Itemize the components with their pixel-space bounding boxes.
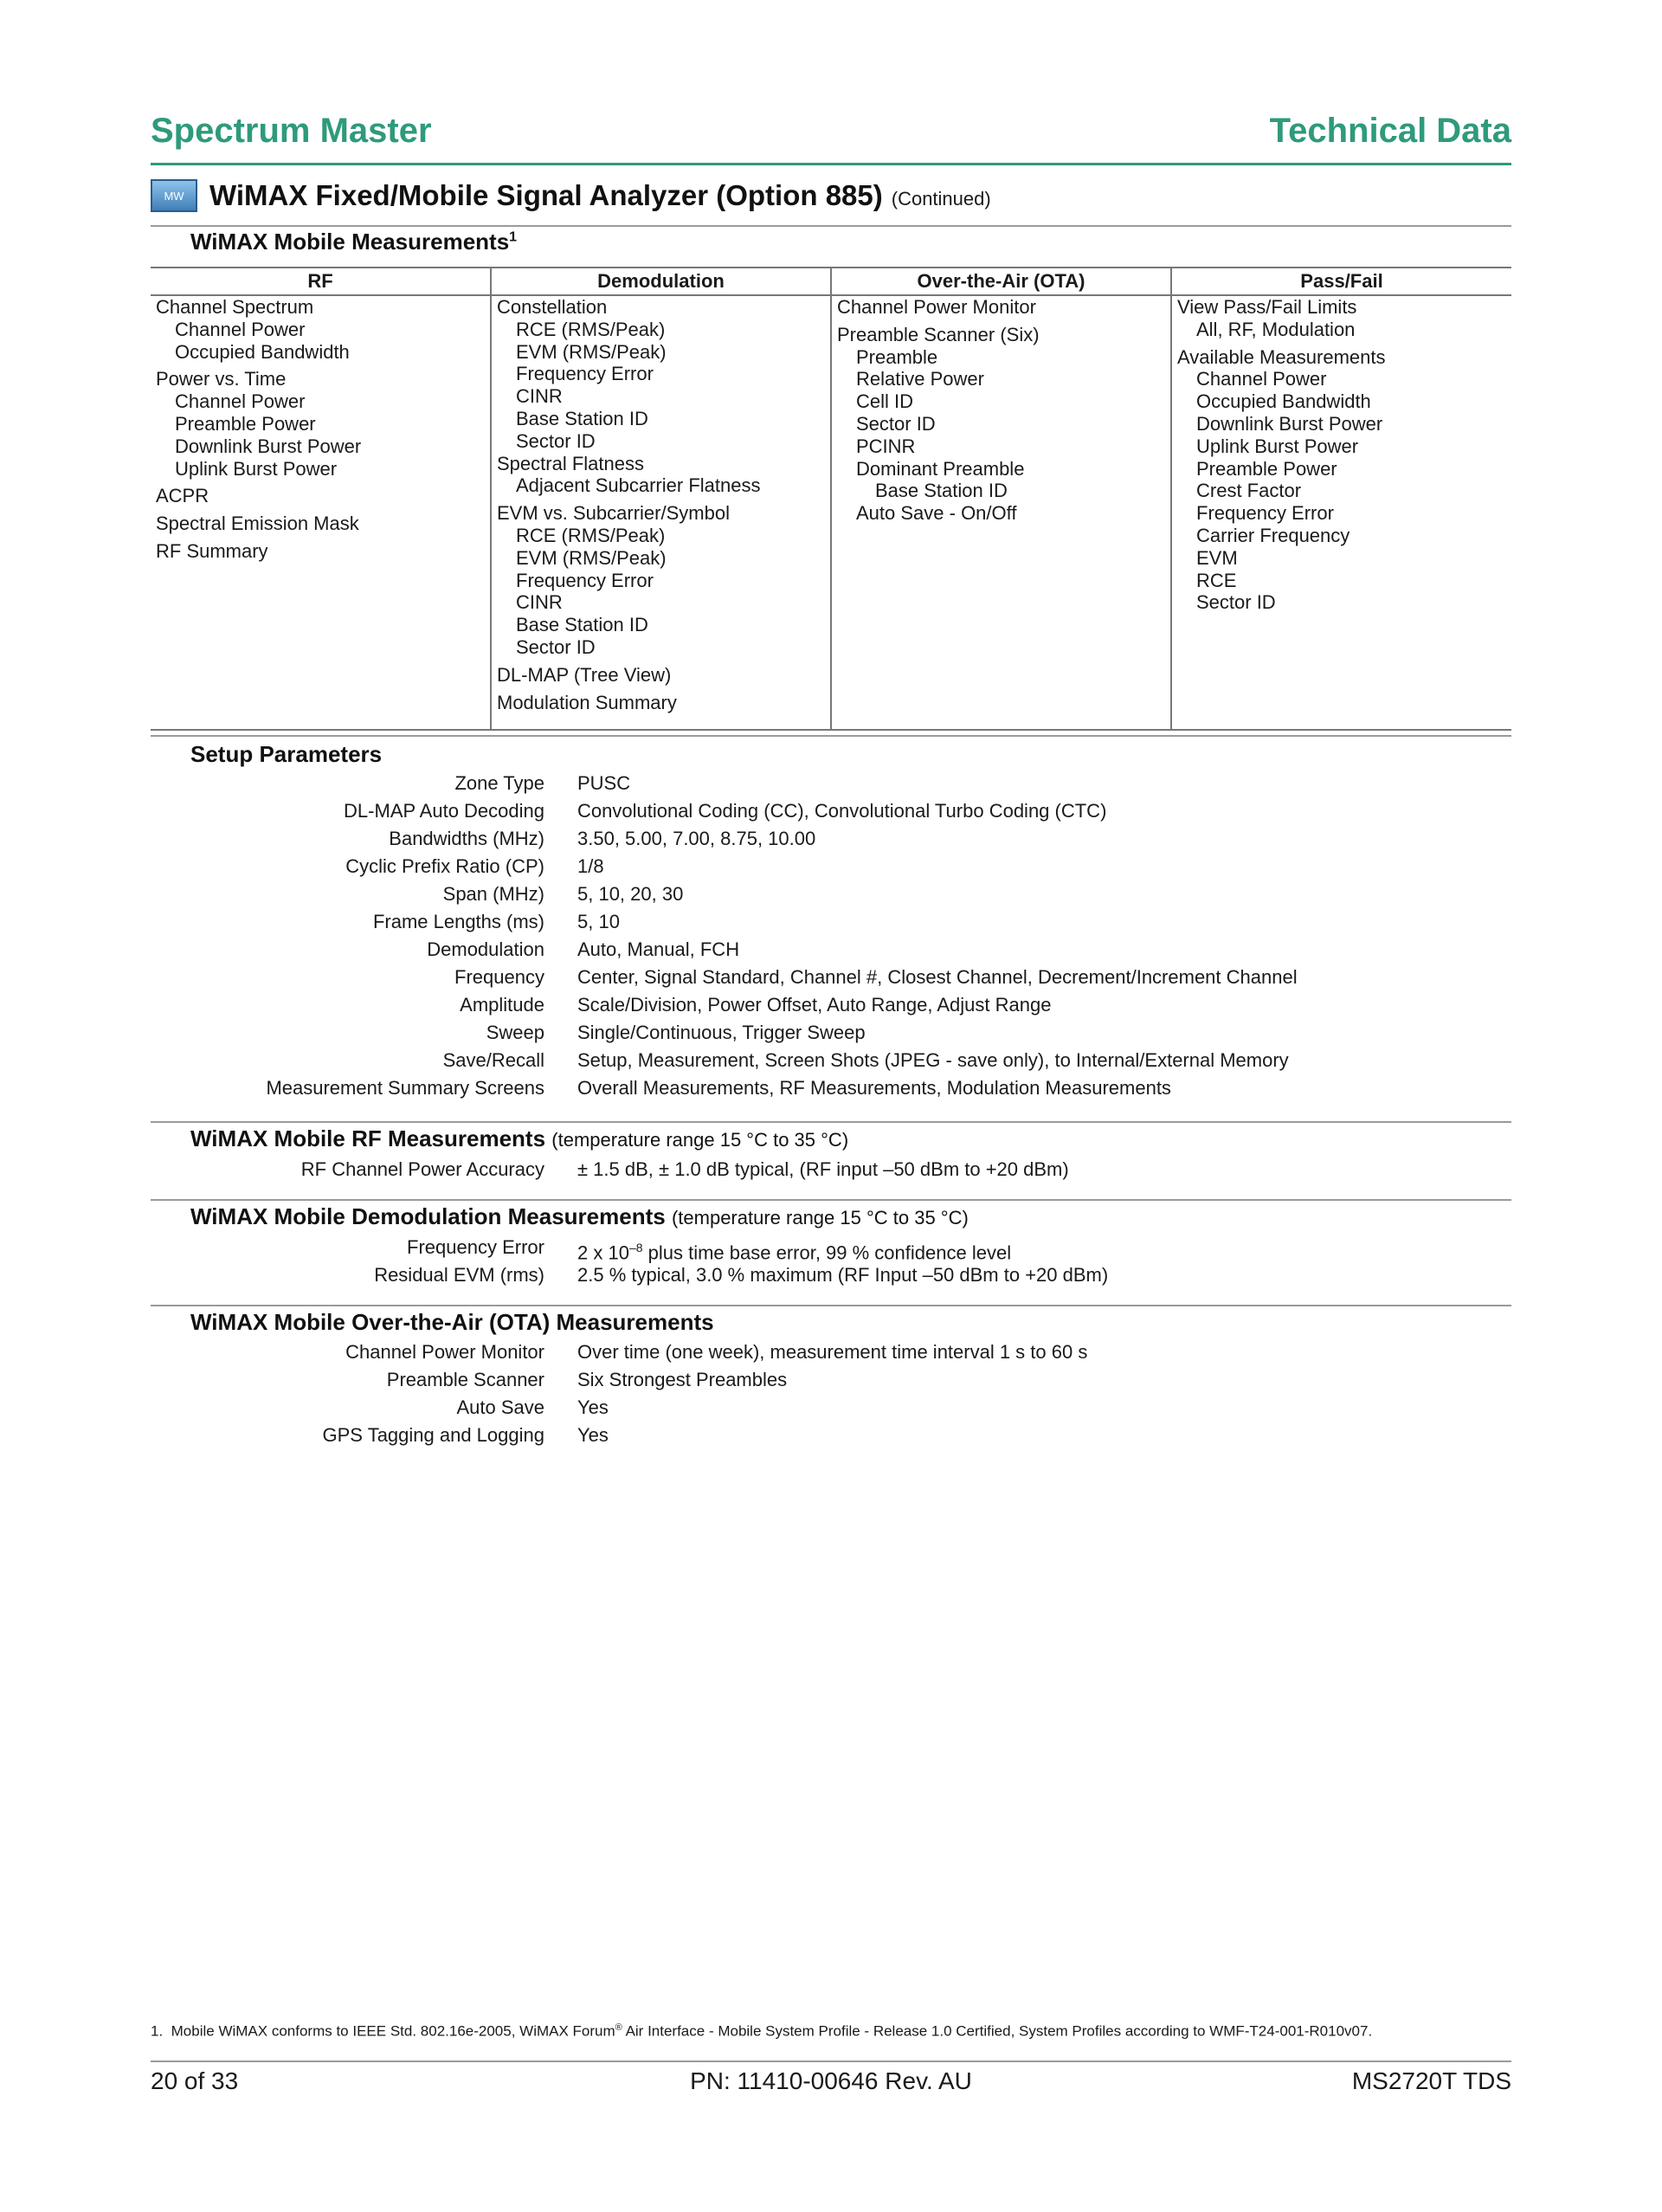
list-item: Dominant Preamble: [856, 457, 1025, 480]
footnote-text-rest: Air Interface - Mobile System Profile - Release 1.0 Certified, System Profiles according to WMF-T24-001-R010v07.: [622, 2022, 1373, 2040]
list-item: Relative Power: [856, 368, 984, 390]
list-item: Occupied Bandwidth: [1196, 390, 1371, 413]
param-row: [151, 880, 1511, 908]
param-label: Bandwidths (MHz): [389, 828, 544, 849]
demodulation-measurements-title: WiMAX Mobile Demodulation Measurements: [190, 1203, 666, 1229]
demodulation-measurements-note: (temperature range 15 °C to 35 °C): [671, 1207, 969, 1229]
divider: [151, 735, 1511, 737]
list-item: Base Station ID: [516, 614, 648, 636]
footnote: [151, 2022, 1372, 2041]
param-row: [151, 1156, 1511, 1183]
footnote-text: Mobile WiMAX conforms to IEEE Std. 802.16e-2005, WiMAX Forum: [171, 2022, 615, 2040]
param-value: Auto, Manual, FCH: [577, 938, 740, 960]
divider: [151, 1305, 1511, 1306]
list-item: Channel Power: [175, 318, 306, 340]
list-item: DL-MAP (Tree View): [497, 663, 672, 686]
list-item: Auto Save - On/Off: [856, 502, 1017, 525]
list-item: Constellation: [497, 296, 608, 318]
rf-measurements-heading: [190, 1125, 848, 1152]
param-row: [151, 1422, 1511, 1449]
value-exponent: –8: [628, 1241, 643, 1254]
value-base: 2 x 10: [577, 1241, 629, 1264]
param-label: Preamble Scanner: [386, 1369, 544, 1390]
page-number: 20 of 33: [151, 2067, 239, 2094]
value-rest: plus time base error, 99 % confidence level: [642, 1241, 1012, 1264]
param-value: Yes: [577, 1424, 609, 1446]
list-item: Power vs. Time: [156, 368, 287, 390]
param-value: 5, 10: [577, 911, 620, 932]
param-value: 5, 10, 20, 30: [577, 883, 684, 905]
param-value: Six Strongest Preambles: [577, 1369, 788, 1390]
param-value: Setup, Measurement, Screen Shots (JPEG - save only), to Internal/External Memory: [577, 1049, 1289, 1071]
list-item: Adjacent Subcarrier Flatness: [516, 474, 761, 497]
list-item: View Pass/Fail Limits: [1177, 296, 1357, 318]
param-value: Single/Continuous, Trigger Sweep: [577, 1022, 866, 1043]
list-item: Sector ID: [516, 635, 596, 658]
param-label: Auto Save: [456, 1396, 544, 1418]
measurements-table: [151, 267, 1511, 731]
list-item: Carrier Frequency: [1196, 524, 1350, 546]
param-label: Amplitude: [460, 994, 544, 1016]
param-label: Sweep: [486, 1022, 544, 1043]
list-item: EVM vs. Subcarrier/Symbol: [497, 502, 730, 525]
param-row: [151, 991, 1511, 1019]
param-label: DL-MAP Auto Decoding: [344, 800, 544, 822]
param-value: 2.5 % typical, 3.0 % maximum (RF Input –50 dBm to +20 dBm): [577, 1264, 1109, 1286]
passfail-column: [1171, 295, 1511, 730]
list-item: Frequency Error: [516, 363, 654, 385]
column-header-demodulation: Demodulation: [491, 268, 831, 295]
list-item: Base Station ID: [875, 480, 1008, 502]
param-value: 1/8: [577, 855, 604, 877]
list-item: RCE: [1196, 569, 1237, 591]
mobile-measurements-heading: [190, 229, 517, 255]
list-item: CINR: [516, 591, 563, 614]
list-item: RF Summary: [156, 539, 268, 562]
list-item: Uplink Burst Power: [175, 457, 338, 480]
param-value: ± 1.5 dB, ± 1.0 dB typical, (RF input –50 dBm to +20 dBm): [577, 1158, 1069, 1180]
ota-column: [831, 295, 1171, 730]
registered-mark: ®: [615, 2022, 622, 2033]
param-label: Demodulation: [427, 938, 544, 960]
param-row: [151, 797, 1511, 825]
document-id: MS2720T TDS: [1351, 2067, 1511, 2094]
page-header: [151, 102, 1511, 165]
list-item: All, RF, Modulation: [1196, 318, 1356, 340]
param-label: Residual EVM (rms): [374, 1264, 544, 1286]
ota-measurements-title: WiMAX Mobile Over-the-Air (OTA) Measurements: [190, 1309, 714, 1335]
divider: [151, 225, 1511, 227]
list-item: Occupied Bandwidth: [175, 340, 350, 363]
param-value: Yes: [577, 1396, 609, 1418]
list-item: Sector ID: [856, 412, 936, 435]
param-row: [151, 936, 1511, 964]
part-number: PN: 11410-00646 Rev. AU: [690, 2067, 972, 2094]
mobile-measurements-title: WiMAX Mobile Measurements: [190, 229, 510, 255]
param-label: Frame Lengths (ms): [372, 911, 544, 932]
param-label: Frequency: [454, 966, 544, 988]
list-item: Frequency Error: [1196, 502, 1334, 525]
param-row: [151, 908, 1511, 936]
section-title: [151, 177, 991, 215]
param-value: Scale/Division, Power Offset, Auto Range, Adjust Range: [577, 994, 1052, 1016]
column-header-passfail: Pass/Fail: [1171, 268, 1511, 295]
list-item: Preamble Scanner (Six): [837, 323, 1040, 345]
param-value: Overall Measurements, RF Measurements, Modulation Measurements: [577, 1077, 1171, 1099]
param-row: [151, 1338, 1511, 1366]
divider: [151, 1121, 1511, 1123]
param-value: Center, Signal Standard, Channel #, Closest Channel, Decrement/Increment Channel: [577, 966, 1298, 988]
header-section-title: Technical Data: [1269, 112, 1511, 150]
list-item: Channel Power Monitor: [837, 296, 1036, 318]
param-row: [151, 825, 1511, 853]
param-value: 3.50, 5.00, 7.00, 8.75, 10.00: [577, 828, 816, 849]
list-item: CINR: [516, 385, 563, 408]
list-item: Base Station ID: [516, 407, 648, 429]
list-item: ACPR: [156, 485, 209, 507]
list-item: RCE (RMS/Peak): [516, 318, 666, 340]
list-item: Available Measurements: [1177, 345, 1386, 368]
list-item: Downlink Burst Power: [1196, 412, 1383, 435]
param-label: Span (MHz): [442, 883, 544, 905]
list-item: Channel Power: [1196, 368, 1327, 390]
list-item: Spectral Emission Mask: [156, 513, 359, 535]
demodulation-column: [491, 295, 831, 730]
list-item: Downlink Burst Power: [175, 435, 362, 457]
list-item: Sector ID: [1196, 591, 1276, 614]
list-item: Preamble: [856, 345, 938, 368]
param-row: [151, 853, 1511, 880]
param-row: [151, 1074, 1511, 1102]
column-header-ota: Over-the-Air (OTA): [831, 268, 1171, 295]
page-footer: [151, 2060, 1511, 2106]
param-label: Measurement Summary Screens: [266, 1077, 544, 1099]
list-item: Preamble Power: [175, 412, 316, 435]
list-item: RCE (RMS/Peak): [516, 524, 666, 546]
list-item: Crest Factor: [1196, 480, 1302, 502]
list-item: Preamble Power: [1196, 457, 1337, 480]
rf-measurements-note: (temperature range 15 °C to 35 °C): [551, 1129, 849, 1151]
column-header-rf: RF: [151, 268, 491, 295]
section-continued: (Continued): [891, 188, 991, 210]
list-item: EVM (RMS/Peak): [516, 546, 667, 569]
list-item: PCINR: [856, 435, 916, 457]
list-item: Sector ID: [516, 429, 596, 452]
section-title-text: WiMAX Fixed/Mobile Signal Analyzer (Option 885): [209, 179, 883, 211]
param-row: [151, 1047, 1511, 1074]
list-item: Modulation Summary: [497, 691, 677, 713]
divider: [151, 1199, 1511, 1201]
param-row: [151, 964, 1511, 991]
list-item: Channel Spectrum: [156, 296, 314, 318]
header-product-title: Spectrum Master: [151, 112, 432, 150]
param-label: Save/Recall: [442, 1049, 544, 1071]
setup-parameters-title: Setup Parameters: [190, 741, 383, 767]
param-row: [151, 770, 1511, 797]
rf-column: [151, 295, 491, 730]
list-item: Cell ID: [856, 390, 914, 413]
param-value: Over time (one week), measurement time interval 1 s to 60 s: [577, 1341, 1088, 1363]
param-row: [151, 1366, 1511, 1394]
footnote-number: 1.: [151, 2022, 164, 2040]
param-label: Channel Power Monitor: [345, 1341, 544, 1363]
param-label: RF Channel Power Accuracy: [300, 1158, 544, 1180]
param-row: [151, 1394, 1511, 1422]
param-row: [151, 1019, 1511, 1047]
param-row: [151, 1261, 1511, 1289]
list-item: EVM: [1196, 546, 1238, 569]
list-item: Uplink Burst Power: [1196, 435, 1359, 457]
param-row: [151, 1234, 1511, 1264]
microwave-option-icon: MW: [151, 179, 197, 212]
footnote-ref: 1: [509, 229, 518, 245]
list-item: Frequency Error: [516, 569, 654, 591]
param-label: GPS Tagging and Logging: [322, 1424, 544, 1446]
param-value: Convolutional Coding (CC), Convolutional Turbo Coding (CTC): [577, 800, 1107, 822]
param-label: Cyclic Prefix Ratio (CP): [345, 855, 544, 877]
list-item: Spectral Flatness: [497, 452, 644, 474]
param-value: PUSC: [577, 772, 631, 794]
list-item: Channel Power: [175, 390, 306, 413]
param-label: Frequency Error: [407, 1236, 544, 1258]
list-item: EVM (RMS/Peak): [516, 340, 667, 363]
rf-measurements-title: WiMAX Mobile RF Measurements: [190, 1125, 546, 1151]
param-label: Zone Type: [454, 772, 544, 794]
demodulation-measurements-heading: [190, 1203, 969, 1230]
